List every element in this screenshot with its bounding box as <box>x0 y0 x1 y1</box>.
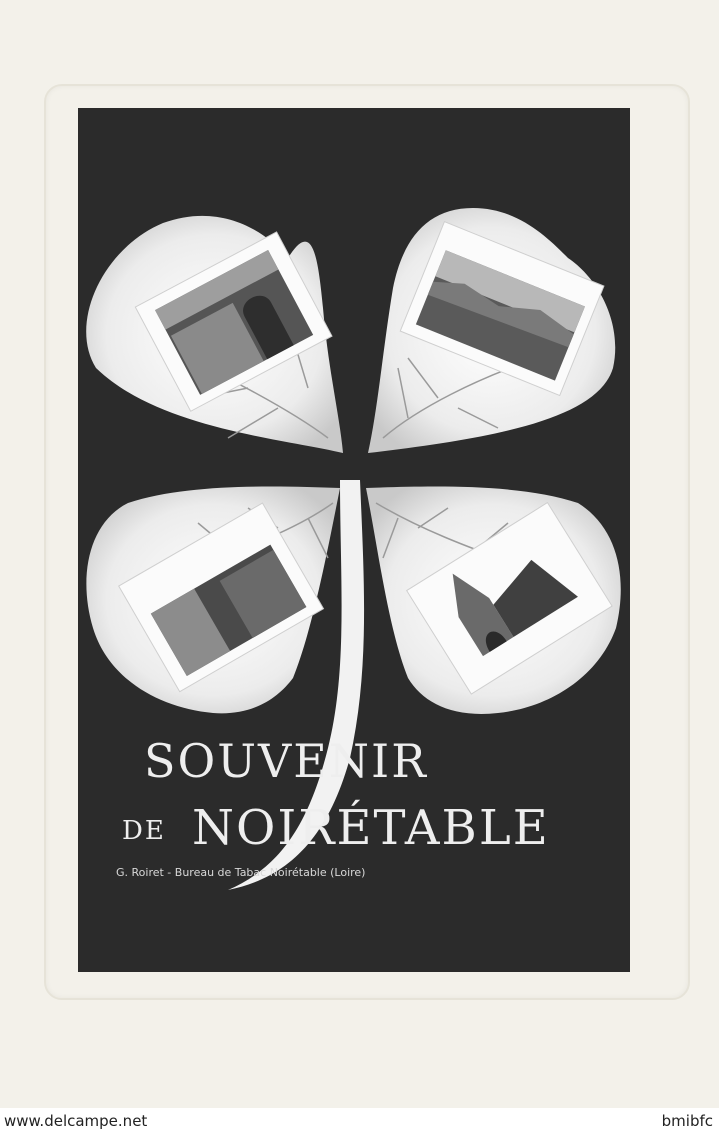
watermark-right: bmibfc <box>661 1112 713 1130</box>
leaf-top-right <box>368 208 615 453</box>
watermark-left: www.delcampe.net <box>4 1112 148 1130</box>
title-souvenir: SOUVENIR <box>144 734 428 788</box>
dark-panel <box>78 108 630 972</box>
leaf-top-left <box>86 216 343 453</box>
leaf-bottom-left <box>86 487 340 714</box>
title-noiretable: NOIRÉTABLE <box>192 800 550 856</box>
title-de: DE <box>122 816 166 846</box>
leaf-bottom-right <box>366 487 621 714</box>
publisher-credit: G. Roiret - Bureau de Tabac Noirétable (Loire) <box>116 866 366 879</box>
